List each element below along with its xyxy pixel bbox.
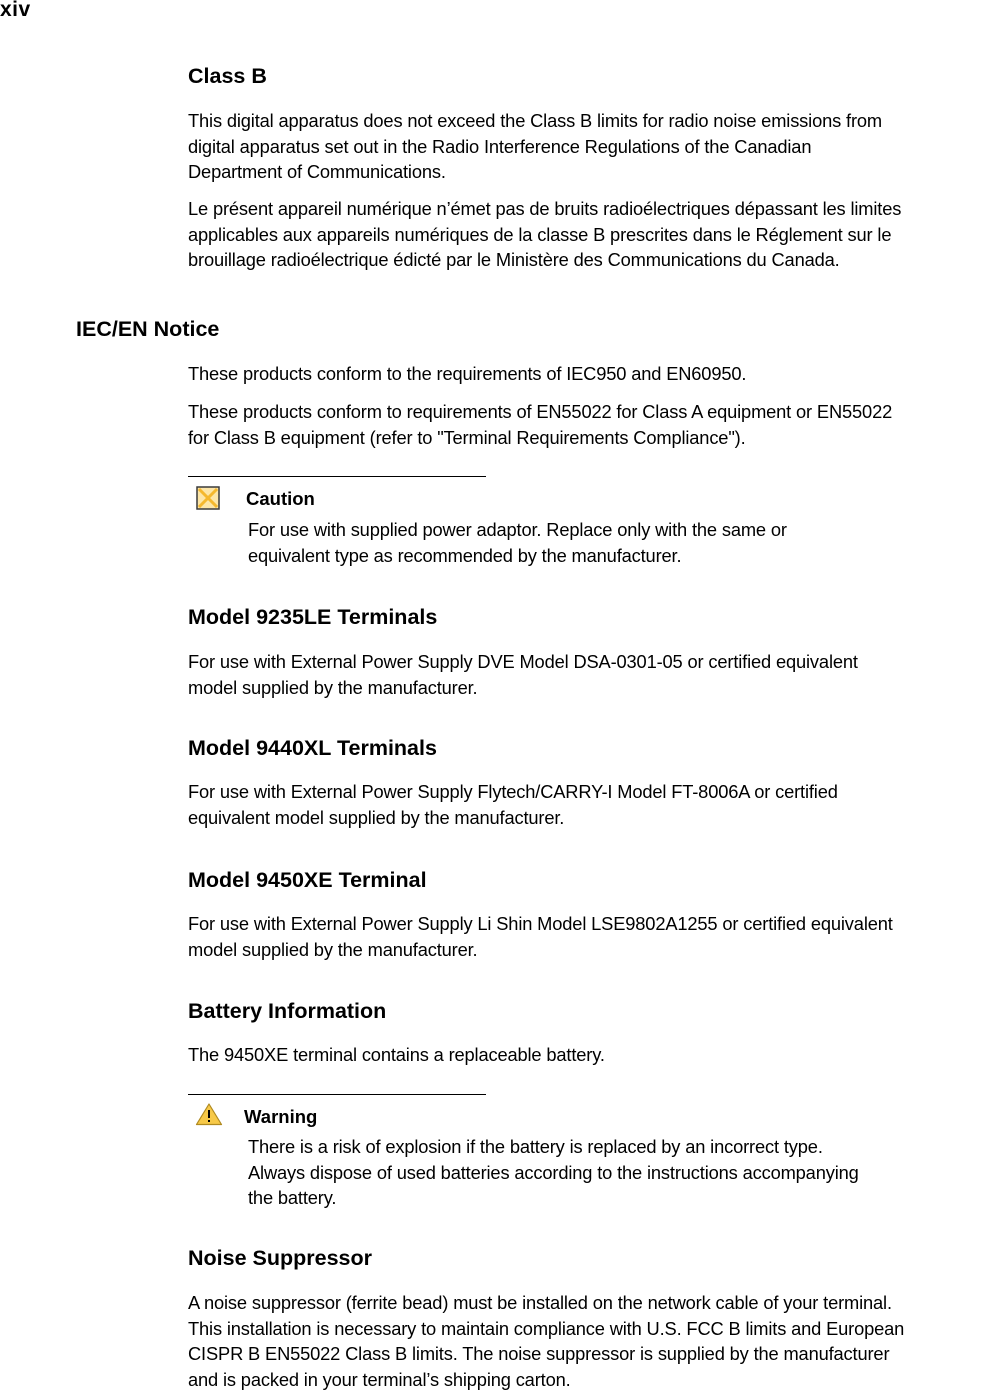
text-line: and is packed in your terminal’s shipping carton. xyxy=(188,1367,1006,1392)
heading-model-9235le: Model 9235LE Terminals xyxy=(188,605,437,630)
iec-en-paragraph-2 xyxy=(188,399,1006,450)
text-line: This installation is necessary to maintain compliance with U.S. FCC B limits and European xyxy=(188,1316,1006,1342)
text-line: Le présent appareil numérique n’émet pas de bruits radioélectriques dépassant les limites xyxy=(188,196,1006,222)
text-line: There is a risk of explosion if the battery is replaced by an incorrect type. xyxy=(248,1134,968,1160)
text-line: digital apparatus set out in the Radio Interference Regulations of the Canadian xyxy=(188,134,1006,160)
text-line: the battery. xyxy=(248,1185,968,1211)
text-line: model supplied by the manufacturer. xyxy=(188,937,1006,963)
text-line: for Class B equipment (refer to "Terminal Requirements Compliance"). xyxy=(188,425,1006,451)
battery-text: The 9450XE terminal contains a replaceable battery. xyxy=(188,1042,1006,1068)
model-9440xl-text xyxy=(188,779,1006,830)
heading-iec-en-notice: IEC/EN Notice xyxy=(76,317,219,342)
text-line: model supplied by the manufacturer. xyxy=(188,675,1006,701)
page-number: xiv xyxy=(0,0,31,22)
class-b-english-paragraph xyxy=(188,108,1006,185)
text-line: For use with supplied power adaptor. Replace only with the same or xyxy=(248,517,968,543)
caution-icon xyxy=(196,486,220,515)
warning-title: Warning xyxy=(244,1106,317,1128)
caution-text xyxy=(248,517,968,568)
noise-suppressor-text xyxy=(188,1290,1006,1392)
text-line: brouillage radioélectrique édicté par le Ministère des Communications du Canada. xyxy=(188,247,1006,273)
text-line: These products conform to requirements of EN55022 for Class A equipment or EN55022 xyxy=(188,399,1006,425)
caution-title: Caution xyxy=(246,488,315,510)
text-line: CISPR B EN55022 Class B limits. The noise suppressor is supplied by the manufacturer xyxy=(188,1341,1006,1367)
heading-class-b: Class B xyxy=(188,64,267,89)
text-line: This digital apparatus does not exceed the Class B limits for radio noise emissions from xyxy=(188,108,1006,134)
text-line: For use with External Power Supply Flytech/CARRY-I Model FT-8006A or certified xyxy=(188,779,1006,805)
heading-model-9450xe: Model 9450XE Terminal xyxy=(188,868,427,893)
text-line: Department of Communications. xyxy=(188,159,1006,185)
warning-divider xyxy=(188,1094,486,1095)
text-line: Always dispose of used batteries according to the instructions accompanying xyxy=(248,1160,968,1186)
text-line: A noise suppressor (ferrite bead) must be installed on the network cable of your terminal. xyxy=(188,1290,1006,1316)
model-9450xe-text xyxy=(188,911,1006,962)
text-line: equivalent type as recommended by the manufacturer. xyxy=(248,543,968,569)
caution-divider xyxy=(188,476,486,477)
warning-icon xyxy=(195,1102,223,1131)
heading-noise-suppressor: Noise Suppressor xyxy=(188,1246,372,1271)
text-line: applicables aux appareils numériques de la classe B prescrites dans le Réglement sur le xyxy=(188,222,1006,248)
text-line: equivalent model supplied by the manufacturer. xyxy=(188,805,1006,831)
class-b-french-paragraph xyxy=(188,196,1006,273)
text-line: For use with External Power Supply DVE Model DSA-0301-05 or certified equivalent xyxy=(188,649,1006,675)
text-line: For use with External Power Supply Li Shin Model LSE9802A1255 or certified equivalent xyxy=(188,911,1006,937)
heading-battery-information: Battery Information xyxy=(188,999,386,1024)
heading-model-9440xl: Model 9440XL Terminals xyxy=(188,736,437,761)
model-9235le-text xyxy=(188,649,1006,700)
iec-en-paragraph-1: These products conform to the requirements of IEC950 and EN60950. xyxy=(188,361,1006,387)
warning-text xyxy=(248,1134,968,1211)
